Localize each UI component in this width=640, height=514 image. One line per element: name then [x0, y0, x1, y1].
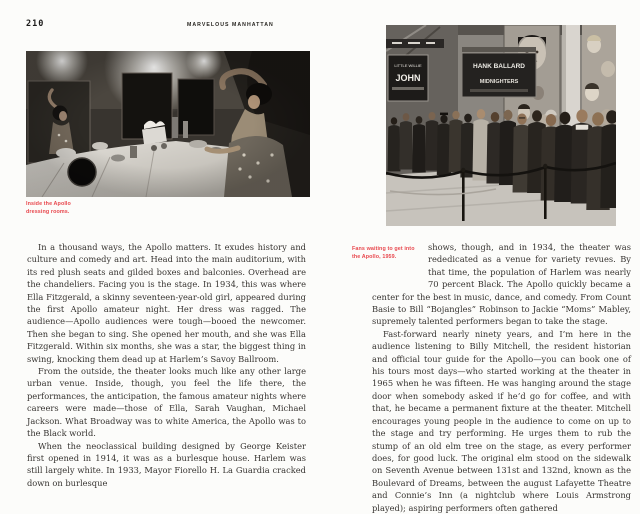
body-text-left [27, 241, 306, 489]
caption-line: dressing rooms. [26, 209, 70, 216]
caption-line: the Apollo, 1959. [352, 254, 397, 261]
dressing-room-photo [26, 51, 310, 197]
caption-indent-spacer [372, 241, 428, 279]
photo-caption-left [26, 200, 98, 216]
fans-queue-photo [386, 25, 616, 226]
dressing-room-photo-art [26, 51, 310, 197]
marquee-text-midnighters: MIDNIGHTERS [479, 79, 519, 85]
body-text-right [372, 241, 631, 514]
marquee-text-hank-ballard: HANK BALLARD [473, 63, 525, 70]
paragraph: From the outside, the theater looks much like any other large urban venue. Inside, though, you feel the life there, the performances, the anticipation, the famous amateur nights where careers were made—those of Ella, Sarah Vaughan, Michael Jackson. What Broadway was to white America, the Apollo was to the Black world. [27, 366, 306, 439]
caption-line: Fans waiting to get into [352, 246, 415, 252]
paragraph: shows, though, and in 1934, the theater was rededicated as a venue for variety revues. By that time, the population of Harlem was nearly 70 percent Black. The Apollo quickly became a center for the best in music, dance, and comedy. From Count Basie to Bill “Bojangles” Robinson to Jackie “Moms” Mabley, supremely talented performers began to take the stage. [372, 242, 631, 327]
marquee-text-little-willie: LITTLE WILLIE [394, 63, 422, 68]
vignette [26, 51, 310, 197]
marquee-text-john: JOHN [395, 73, 421, 83]
running-header: MARVELOUS MANHATTAN [187, 22, 274, 28]
marquee-sign-center [462, 47, 536, 97]
paragraph: When the neoclassical building designed by George Keister first opened in 1914, it was as a burlesque house. Harlem was still largely white. In 1933, Mayor Fiorello H. La Guardia cracked down on burlesque [27, 440, 306, 488]
page-number: 210 [26, 19, 45, 29]
caption-line: Inside the Apollo [26, 201, 71, 207]
fans-queue-photo-art [386, 25, 616, 226]
paragraph: In a thousand ways, the Apollo matters. It exudes history and culture and comedy and art. Head into the main auditorium, with its red plush seats and gilded boxes and balconies. Overhead are the chandeliers. Facing you is the stage. In 1934, this was where Ella Fitzgerald, a skinny seventeen-year-old girl, appeared during the first Apollo amateur night. Her dress was ragged. The audience—Apollo audiences were tough—booed the newcomer. Then she began to sing. She opened her mouth, and she was Ella Fitzgerald. Within six months, she was a star, the biggest thing in swing, knocking them dead up at Harlem’s Savoy Ballroom. [27, 242, 306, 364]
paragraph: Fast-forward nearly ninety years, and I’m here in the audience listening to Billy Mitchell, the resident historian and official tour guide for the Apollo—you can book one of his tours most days—who started working at the theater in 1965 when he was fifteen. He was hanging around the stage door when somebody asked if he’d go for coffee, and with that, he became a permanent fixture at the theater. Mitchell encourages young people in the audience to come on up to the stage and try performing. He urges them to rub the stump of an old elm tree on the stage, as every performer does, for good luck. The original elm stood on the sidewalk on Seventh Avenue between 131st and 132nd, known as the Boulevard of Dreams, between the august Lafayette Theatre and Connie’s Inn (a nightclub where Louis Armstrong played); aspiring performers often gathered [372, 328, 631, 513]
marquee-sign-left [388, 55, 428, 101]
